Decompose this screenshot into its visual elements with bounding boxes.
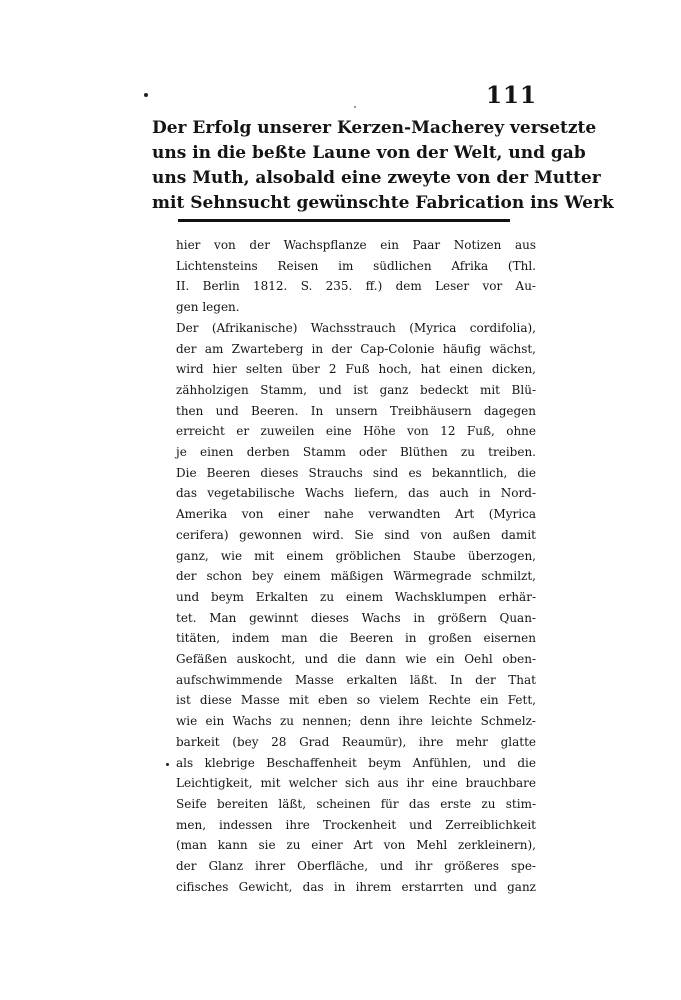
main-text-block bbox=[152, 116, 614, 216]
footnote-line: men, indessen ihre Trockenheit und Zerreiblichkeit bbox=[176, 817, 536, 832]
footnote-line: II. Berlin 1812. S. 235. ff.) dem Leser vor Au- bbox=[176, 279, 536, 294]
footnote-line: gen legen. bbox=[176, 300, 240, 315]
footnote-line: der schon bey einem mäßigen Wärmegrade schmilzt, bbox=[176, 569, 536, 584]
footnote-block bbox=[176, 235, 536, 898]
footnote-line: (man kann sie zu einer Art von Mehl zerkleinern), bbox=[176, 838, 536, 853]
footnote-line: Lichtensteins Reisen im südlichen Afrika (Thl. bbox=[176, 258, 536, 273]
footnote-line: tet. Man gewinnt dieses Wachs in größern Quan- bbox=[176, 610, 536, 625]
footnote-line: Der (Afrikanische) Wachsstrauch (Myrica cordifolia), bbox=[176, 320, 536, 335]
footnote-line: Seife bereiten läßt, scheinen für das erste zu stim- bbox=[176, 796, 536, 811]
footnote-line: zähholzigen Stamm, und ist ganz bedeckt mit Blü- bbox=[176, 382, 536, 397]
footnote-line: Die Beeren dieses Strauchs sind es bekanntlich, die bbox=[176, 465, 536, 480]
footnote-line: cerifera) gewonnen wird. Sie sind von außen damit bbox=[176, 527, 536, 542]
print-speck bbox=[354, 106, 356, 108]
footnote-line: erreicht er zuweilen eine Höhe von 12 Fuß, ohne bbox=[176, 424, 536, 439]
footnote-line: cifisches Gewicht, das in ihrem erstarrten und ganz bbox=[176, 879, 536, 894]
main-text-line: uns in die beßte Laune von der Welt, und gab bbox=[152, 143, 586, 163]
footnote-line: ganz, wie mit einem gröblichen Staube überzogen, bbox=[176, 548, 536, 563]
page-number: 111 bbox=[486, 82, 538, 109]
footnote-line: Gefäßen auskocht, und die dann wie ein Oehl oben- bbox=[176, 652, 536, 667]
footnote-line: titäten, indem man die Beeren in großen eisernen bbox=[176, 631, 536, 646]
footnote-line: der am Zwarteberg in der Cap-Colonie häufig wächst, bbox=[176, 341, 536, 356]
main-text-line: Der Erfolg unserer Kerzen-Macherey versetzte bbox=[152, 118, 597, 138]
footnote-line: das vegetabilische Wachs liefern, das auch in Nord- bbox=[176, 486, 536, 501]
footnote-line: barkeit (bey 28 Grad Reaumür), ihre mehr glatte bbox=[176, 734, 536, 749]
main-text-line: uns Muth, alsobald eine zweyte von der Mutter bbox=[152, 168, 601, 188]
footnote-line: Leichtigkeit, mit welcher sich aus ihr eine brauchbare bbox=[176, 776, 536, 791]
footnote-line: je einen derben Stamm oder Blüthen zu treiben. bbox=[176, 445, 536, 460]
footnote-line: hier von der Wachspflanze ein Paar Notizen aus bbox=[176, 238, 536, 252]
footnote-line: then und Beeren. In unsern Treibhäusern dagegen bbox=[176, 403, 536, 418]
footnote-line: wird hier selten über 2 Fuß hoch, hat einen dicken, bbox=[176, 362, 536, 377]
footnote-line: und beym Erkalten zu einem Wachsklumpen erhär- bbox=[176, 589, 536, 604]
print-speck bbox=[166, 763, 169, 766]
footnote-line: als klebrige Beschaffenheit beym Anfühlen, und die bbox=[176, 755, 536, 770]
print-speck bbox=[144, 93, 148, 97]
footnote-divider bbox=[178, 219, 510, 222]
footnote-line: ist diese Masse mit eben so vielem Rechte ein Fett, bbox=[176, 693, 536, 708]
footnote-line: wie ein Wachs zu nennen; denn ihre leichte Schmelz- bbox=[176, 714, 536, 729]
footnote-line: Amerika von einer nahe verwandten Art (Myrica bbox=[176, 507, 536, 522]
main-text-line: mit Sehnsucht gewünschte Fabrication ins Werk bbox=[152, 193, 614, 213]
footnote-line: aufschwimmende Masse erkalten läßt. In der That bbox=[176, 672, 536, 687]
footnote-line: der Glanz ihrer Oberfläche, und ihr größeres spe- bbox=[176, 859, 536, 874]
